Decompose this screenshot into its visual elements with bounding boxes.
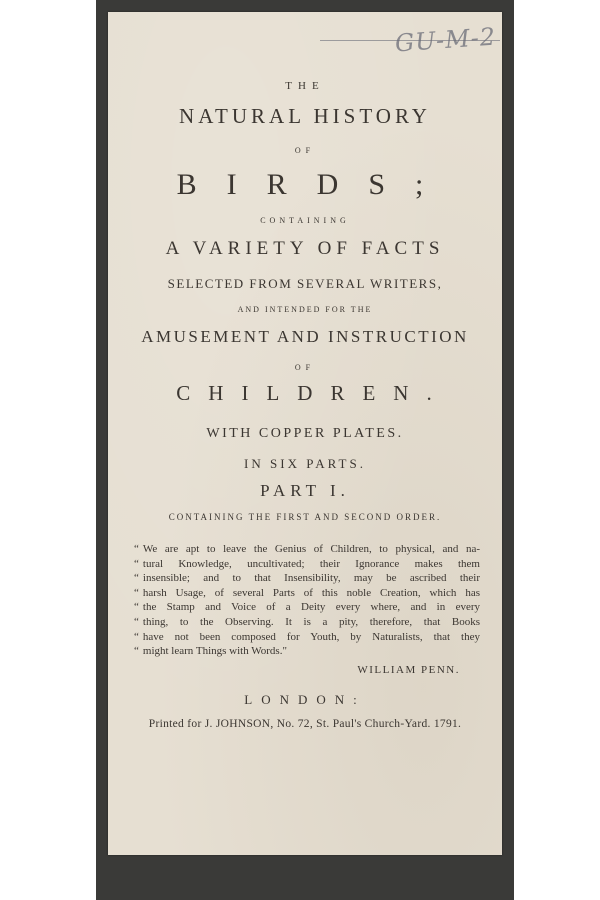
imprint-city: LONDON: [244,692,366,707]
quote-mark: “ [134,572,139,585]
quote-line: “ the Stamp and Voice of a Deity every where, and in every [134,601,480,614]
quote-mark: “ [134,630,139,643]
subtitle-intended-for: AND INTENDED FOR THE [237,305,373,314]
quote-line: “ insensible; and to that Insensibility, may be ascribed their [134,572,480,585]
part-contents: CONTAINING THE FIRST AND SECOND ORDER. [168,512,442,522]
quote-line: “ harsh Usage, of several Parts of this noble Creation, which has [134,586,480,599]
subtitle-variety-of-facts: A VARIETY OF FACTS [165,238,445,259]
title-of: OF [294,146,316,155]
quote-line: “ might learn Things with Words." [134,645,287,658]
title-natural-history: NATURAL HISTORY [179,104,431,128]
quote-line: “ tural Knowledge, uncultivated; their Ignorance makes them [134,557,480,570]
subtitle-of: OF [294,363,316,372]
title-birds: BIRDS; [176,168,454,201]
part-number: PART I. [260,481,350,500]
quote-mark: “ [134,586,139,599]
subtitle-containing: CONTAINING [260,216,350,225]
handwritten-shelfmark: GU-M-2 [394,22,497,58]
quote-line: “ We are apt to leave the Genius of Children, to physical, and na- [134,543,480,555]
six-parts-note: IN SIX PARTS. [244,456,366,471]
subtitle-amusement-instruction: AMUSEMENT AND INSTRUCTION [141,327,469,346]
scanned-title-page [108,12,502,855]
quote-line: “ thing, to the Observing. It is a pity, therefore, that Books [134,615,480,628]
quote-mark: “ [134,543,139,555]
imprint-printer: Printed for J. JOHNSON, No. 72, St. Paul's Church-Yard. 1791. [148,718,462,730]
subtitle-selected-writers: SELECTED FROM SEVERAL WRITERS, [167,276,443,291]
copper-plates-note: WITH COPPER PLATES. [206,426,404,441]
quote-mark: “ [134,615,139,628]
quote-mark: “ [134,601,139,614]
title-the: THE [285,80,325,92]
quote-mark: “ [134,645,139,658]
quote-mark: “ [134,557,139,570]
subtitle-children: CHILDREN. [176,381,450,405]
epigraph-quotation [134,542,480,659]
quote-line: “ have not been composed for Youth, by Naturalists, that they [134,630,480,643]
quotation-attribution: WILLIAM PENN. [357,664,460,676]
